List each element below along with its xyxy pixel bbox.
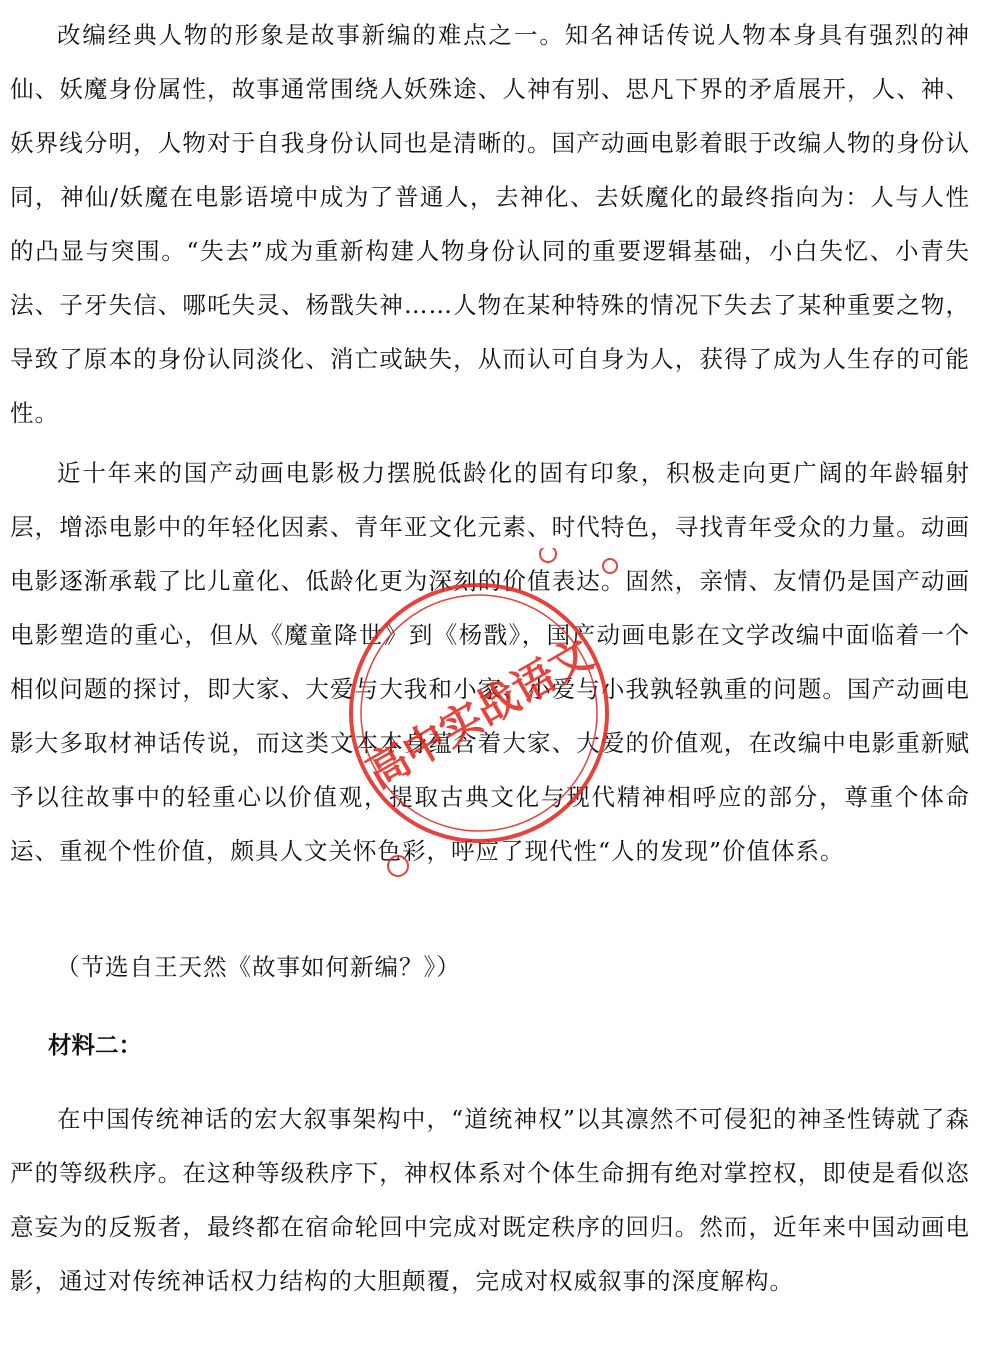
- paragraph-identity: 改编经典人物的形象是故事新编的难点之一。知名神话传说人物本身具有强烈的神仙、妖魔身份属性，故事通常围绕人妖殊途、人神有别、思凡下界的矛盾展开，人、神、妖界线分明，人物对于自我身份认同也是清晰的。国产动画电影着眼于改编人物的身份认同，神仙/妖魔在电影语境中成为了普通人，去神化、去妖魔化的最终指向为：人与人性的凸显与突围。“失去”成为重新构建人物身份认同的重要逻辑基础，小白失忆、小青失法、子牙失信、哪吒失灵、杨戬失神……人物在某种特殊的情况下失去了某种重要之物，导致了原本的身份认同淡化、消亡或缺失，从而认可自身为人，获得了成为人生存的可能性。: [10, 21, 970, 427]
- paragraph-deconstruction: 在中国传统神话的宏大叙事架构中，“道统神权”以其凛然不可侵犯的神圣性铸就了森严的等级秩序。在这种等级秩序下，神权体系对个体生命拥有绝对掌控权，即使是看似恣意妄为的反叛者，最终都在宿命轮回中完成对既定秩序的回归。然而，近年来中国动画电影，通过对传统神话权力结构的大胆颠覆，完成对权威叙事的深度解构。: [10, 1105, 970, 1295]
- paragraph-youth-values: 近十年来的国产动画电影极力摆脱低龄化的固有印象，积极走向更广阔的年龄辐射层，增添电影中的年轻化因素、青年亚文化元素、时代特色，寻找青年受众的力量。动画电影逐渐承载了比儿童化、低龄化更为深刻的价值表达。固然，亲情、友情仍是国产动画电影塑造的重心，但从《魔童降世》到《杨戬》，国产动画电影在文学改编中面临着一个相似问题的探讨，即大家、大爱与大我和小家、小爱与小我孰轻孰重的问题。国产动画电影大多取材神话传说，而这类文本本身蕴含着大家、大爱的价值观，在改编中电影重新赋予以往故事中的轻重心以价值观，提取古典文化与现代精神相呼应的部分，尊重个体命运、重视个性价值，颇具人文关怀色彩，呼应了现代性“人的发现”价值体系。: [10, 459, 970, 865]
- source-citation: （节选自王天然《故事如何新编？》）: [56, 953, 461, 981]
- stamp-text: 高中实战语文: [357, 629, 601, 798]
- material-two-heading: 材料二：: [48, 1031, 142, 1059]
